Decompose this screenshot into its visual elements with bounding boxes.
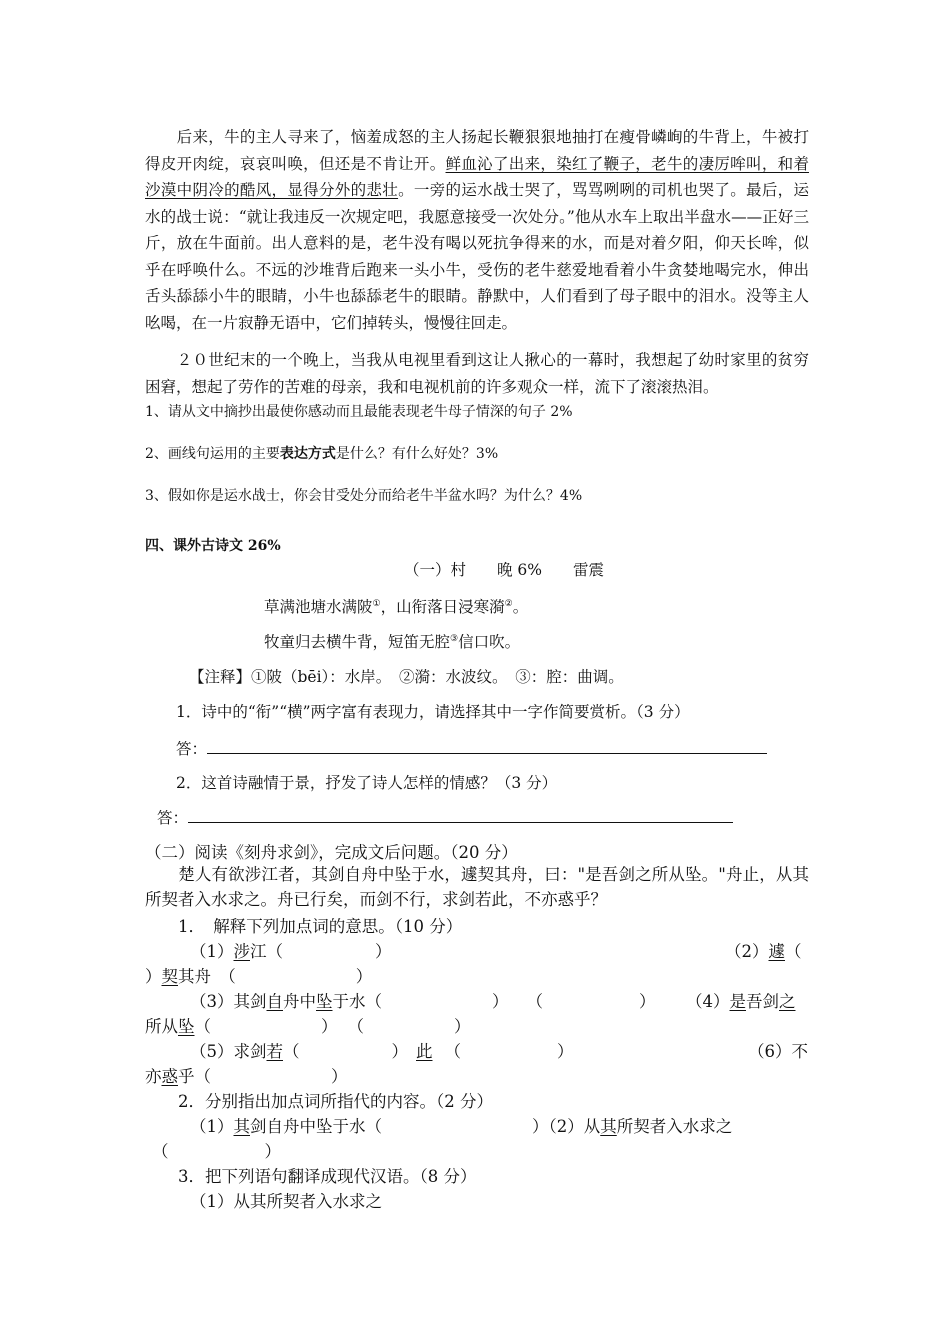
close-paren: ） [557,1042,574,1061]
dotted-word: 若 [266,1042,283,1061]
story-paragraph-1 [145,124,809,336]
task-2: 2．分别指出加点词所指代的内容。（2 分） [178,1092,493,1111]
item-3-text: 舟中 [283,992,316,1011]
poem-line-2-b: 信口吹。 [458,633,521,651]
answer-1 [176,737,767,759]
close-paren: ） [145,967,162,986]
dotted-word: 坠 [316,992,333,1011]
dotted-word: 契 [161,967,178,986]
item-2 [725,938,802,962]
answer-2 [157,806,733,828]
task-3: 3．把下列语句翻译成现代汉语。（8 分） [178,1167,477,1186]
ref-1-text: 剑自舟中坠于水（ [250,1117,382,1136]
answer-1-field[interactable] [207,739,767,754]
question-2 [145,443,498,463]
task-1: 1． 解释下列加点词的意思。（10 分） [178,917,463,936]
item-6-text: 亦 [145,1067,162,1086]
item-4-text: 所从 [145,1017,178,1036]
item-4-text: 吾剑 [746,992,779,1011]
item-4-num: （4） [686,992,730,1011]
poem-title: （一）村 晚 6% 雷震 [404,561,605,579]
poem-line-1 [264,595,528,617]
item-2-continued [145,963,372,987]
poem-line-1-c: 。 [512,598,529,616]
story-paragraph-2: ２０世纪末的一个晚上，当我从电视里看到这让人揪心的一幕时，我想起了幼时家里的贫穷困窘，想起了劳作的苦难的母亲，我和电视机前的许多观众一样，流下了滚滚热泪。 [145,351,809,396]
answer-label: 答： [176,740,208,758]
close-paren: ） [639,992,656,1011]
answer-label: 答： [157,809,189,827]
dotted-word: 其 [600,1117,617,1136]
part-2-text: 楚人有欲涉江者，其剑自舟中坠于水，遽契其舟，曰："是吾剑之所从坠。"舟止，从其所契者入水求之。舟已行矣，而剑不行，求剑若此，不亦惑乎？ [145,865,809,909]
reference-1 [190,1113,732,1137]
footnote-marker-2: ② [504,598,513,609]
dotted-word: 之 [779,992,796,1011]
footnote-marker-1: ① [372,598,381,609]
item-6-continued [145,1063,348,1087]
item-2-text: （ [785,942,802,961]
story-text-continued: 。一旁的运水战士哭了，骂骂咧咧的司机也哭了。最后，运水的战士说：“就让我违反一次规定吧，我愿意接受一次处分。”他从水车上取出半盘水——正好三斤，放在牛面前。出人意料的是，老牛没有喝以死抗争得来的水，而是对着夕阳，仰天长哞，似乎在呼唤什么。不远的沙堆背后跑来一头小牛，受伤的老牛慈爱地看着小牛贪婪地喝完水，伸出舌头舔舔小牛的眼睛，小牛也舔舔老牛的眼睛。静默中，人们看到了母子眼中的泪水。没等主人吆喝，在一片寂静无语中，它们掉转头，慢慢往回走。 [145,181,809,332]
dotted-word: 遽 [768,942,785,961]
item-1 [190,938,392,962]
dotted-word: 此 [416,1042,433,1061]
open-paren: （ [444,1042,461,1061]
dotted-word: 涉 [233,942,250,961]
poem-notes: 【注释】①陂（bēi）：水岸。 ②漪：水波纹。 ③：腔：曲调。 [189,668,624,686]
close-paren: ） [492,992,509,1011]
open-paren: （ [152,1142,169,1161]
underlined-sentence: 鲜血沁了出来，染红了鞭子，老牛的凄厉哞叫，和着沙漠中阴冷的酷风，显得分外的悲壮 [145,154,809,199]
ref-2-text: 所契者入水求之 [616,1117,733,1136]
dotted-word: 其 [233,1117,250,1136]
answer-2-field[interactable] [188,808,733,823]
question-1: 1、请从文中摘抄出最使你感动而且最能表现老牛母子情深的句子 2% [145,404,573,420]
reference-2-answer [152,1138,281,1162]
dotted-word: 自 [266,992,283,1011]
item-3 [190,988,656,1012]
open-paren: （ [194,1017,211,1036]
poem-question-1: 1．诗中的“衔”“横”两字富有表现力，请选择其中一字作简要赏析。（3 分） [176,703,690,721]
close-paren: ） [321,1017,338,1036]
item-5 [190,1038,574,1062]
question-2-text-end: 是什么？有什么好处？3% [335,446,499,462]
section-4-heading: 四、课外古诗文 26% [145,538,281,554]
dotted-word: 是 [729,992,746,1011]
ref-1-num: （1） [190,1117,234,1136]
part-2-heading: （二）阅读《刻舟求剑》，完成文后问题。（20 分） [145,843,518,862]
close-paren: ） [375,942,392,961]
dotted-word: 坠 [178,1017,195,1036]
item-3-text: 于水（ [332,992,382,1011]
item-2-text: 其舟 （ [178,967,236,986]
item-6: （6）不 [748,1042,808,1061]
translate-item-1: （1）从其所契者入水求之 [190,1192,382,1211]
close-paren: ） [264,1142,281,1161]
ref-2-num: ）（2）从 [532,1117,601,1136]
item-1-num: （1） [190,942,234,961]
poem-line-1-b: ，山衔落日浸寒漪 [380,598,505,616]
question-3: 3、假如你是运水战士，你会甘受处分而给老牛半盆水吗？为什么？4% [145,488,583,504]
close-paren: ） [391,1042,408,1061]
item-4 [686,988,796,1012]
poem-line-2-a: 牧童归去横牛背，短笛无腔 [264,633,451,651]
open-paren: （ [526,992,543,1011]
question-2-bold: 表达方式 [279,446,336,462]
item-1-text: 江（ [250,942,283,961]
item-5-num: （5）求剑 [190,1042,267,1061]
item-3-num: （3）其剑 [190,992,267,1011]
poem-line-2 [264,630,520,652]
story-text: 后来，牛的主人寻来了，恼羞成怒的主人扬起长鞭狠狠地抽打在瘦骨嶙峋的牛背上，牛被打得皮开肉绽，哀哀叫唤，但还是不肯让开。 [145,128,809,173]
close-paren: ） [355,967,373,986]
poem-question-2: 2．这首诗融情于景，抒发了诗人怎样的情感？（3 分） [176,774,558,792]
item-5-text: （ [283,1042,300,1061]
item-2-num: （2） [725,942,769,961]
item-4-continued [145,1013,471,1037]
close-paren: ） [331,1067,348,1086]
item-6-text: 乎（ [178,1067,211,1086]
footnote-marker-3: ③ [450,633,459,644]
dotted-word: 惑 [161,1067,178,1086]
close-paren: ） [454,1017,471,1036]
question-2-text: 2、画线句运用的主要 [145,446,280,462]
poem-line-1-a: 草满池塘水满陂 [264,598,373,616]
open-paren: （ [347,1017,364,1036]
